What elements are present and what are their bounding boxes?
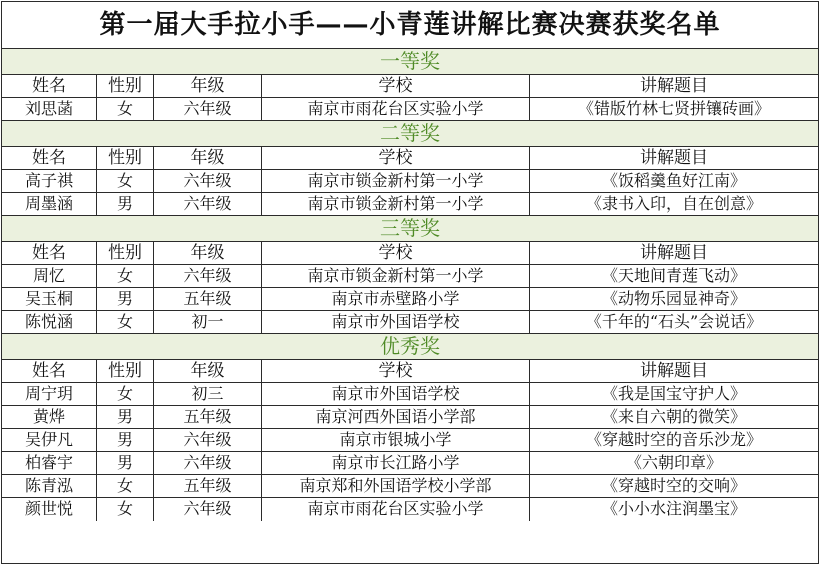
table-row xyxy=(2,288,818,311)
table-row xyxy=(2,170,818,193)
header-topic: 讲解题目 xyxy=(640,76,708,96)
cell-grade: 五年级 xyxy=(154,406,262,428)
cell-name: 柏睿宇 xyxy=(2,452,97,474)
cell-grade: 六年级 xyxy=(154,170,262,192)
prize-heading-excellence: 优秀奖 xyxy=(2,334,818,360)
cell-topic: 《动物乐园显神奇》 xyxy=(601,289,746,308)
cell-topic: 《千年的“石头”会说话》 xyxy=(585,312,763,331)
cell-topic: 《来自六朝的微笑》 xyxy=(601,407,746,426)
cell-topic: 《隶书入印，自在创意》 xyxy=(585,194,762,213)
table-row xyxy=(2,98,818,121)
table-row xyxy=(2,383,818,406)
cell-gender: 女 xyxy=(97,311,154,333)
header-topic: 讲解题目 xyxy=(640,243,708,263)
award-list-table xyxy=(1,1,819,564)
cell-topic: 《穿越时空的音乐沙龙》 xyxy=(585,430,762,449)
table-row xyxy=(2,193,818,216)
prize-heading-third: 三等奖 xyxy=(2,216,818,242)
table-row xyxy=(2,429,818,452)
cell-name: 刘思菡 xyxy=(2,98,97,120)
table-row xyxy=(2,311,818,334)
header-name: 姓名 xyxy=(2,147,97,169)
cell-school: 南京市锁金新村第一小学 xyxy=(262,170,530,192)
cell-topic: 《饭稻羹鱼好江南》 xyxy=(601,171,746,190)
column-header-row xyxy=(2,360,818,383)
header-grade: 年级 xyxy=(154,147,262,169)
header-grade: 年级 xyxy=(154,360,262,382)
cell-name: 陈青泓 xyxy=(2,475,97,497)
header-name: 姓名 xyxy=(2,75,97,97)
page-title: 第一届大手拉小手——小青莲讲解比赛决赛获奖名单 xyxy=(2,2,818,49)
cell-school: 南京市锁金新村第一小学 xyxy=(262,265,530,287)
prize-heading-second: 二等奖 xyxy=(2,121,818,147)
cell-gender: 女 xyxy=(97,498,154,521)
table-row xyxy=(2,475,818,498)
header-topic: 讲解题目 xyxy=(640,148,708,168)
cell-school: 南京市长江路小学 xyxy=(262,452,530,474)
header-name: 姓名 xyxy=(2,242,97,264)
cell-gender: 女 xyxy=(97,475,154,497)
cell-name: 黄烨 xyxy=(2,406,97,428)
cell-grade: 五年级 xyxy=(154,288,262,310)
cell-topic: 《天地间青莲飞动》 xyxy=(601,266,746,285)
cell-gender: 女 xyxy=(97,265,154,287)
cell-topic: 《错版竹林七贤拼镶砖画》 xyxy=(577,99,770,118)
cell-gender: 男 xyxy=(97,429,154,451)
cell-grade: 六年级 xyxy=(154,98,262,120)
header-school: 学校 xyxy=(262,360,530,382)
cell-name: 周宁玥 xyxy=(2,383,97,405)
cell-gender: 男 xyxy=(97,288,154,310)
cell-name: 吴伊凡 xyxy=(2,429,97,451)
header-gender: 性别 xyxy=(97,75,154,97)
cell-school: 南京市雨花台区实验小学 xyxy=(262,98,530,120)
header-name: 姓名 xyxy=(2,360,97,382)
cell-school: 南京市赤壁路小学 xyxy=(262,288,530,310)
cell-name: 陈悦涵 xyxy=(2,311,97,333)
cell-name: 吴玉桐 xyxy=(2,288,97,310)
cell-topic: 《小小水注润墨宝》 xyxy=(601,499,746,518)
cell-name: 周忆 xyxy=(2,265,97,287)
cell-school: 南京河西外国语小学部 xyxy=(262,406,530,428)
cell-grade: 六年级 xyxy=(154,452,262,474)
header-gender: 性别 xyxy=(97,147,154,169)
cell-gender: 女 xyxy=(97,98,154,120)
cell-gender: 男 xyxy=(97,452,154,474)
header-school: 学校 xyxy=(262,75,530,97)
header-gender: 性别 xyxy=(97,360,154,382)
cell-grade: 六年级 xyxy=(154,265,262,287)
cell-grade: 六年级 xyxy=(154,429,262,451)
cell-gender: 男 xyxy=(97,406,154,428)
header-grade: 年级 xyxy=(154,75,262,97)
column-header-row xyxy=(2,75,818,98)
header-grade: 年级 xyxy=(154,242,262,264)
header-school: 学校 xyxy=(262,147,530,169)
prize-heading-first: 一等奖 xyxy=(2,49,818,75)
cell-grade: 初三 xyxy=(154,383,262,405)
cell-name: 高子祺 xyxy=(2,170,97,192)
cell-school: 南京市外国语学校 xyxy=(262,311,530,333)
cell-topic: 《穿越时空的交响》 xyxy=(601,476,746,495)
cell-school: 南京市银城小学 xyxy=(262,429,530,451)
header-topic: 讲解题目 xyxy=(640,361,708,381)
cell-name: 颜世悦 xyxy=(2,498,97,521)
cell-gender: 女 xyxy=(97,383,154,405)
cell-grade: 初一 xyxy=(154,311,262,333)
cell-topic: 《我是国宝守护人》 xyxy=(601,384,746,403)
cell-name: 周墨涵 xyxy=(2,193,97,215)
table-row xyxy=(2,498,818,521)
cell-grade: 六年级 xyxy=(154,498,262,521)
cell-school: 南京市雨花台区实验小学 xyxy=(262,498,530,521)
table-row xyxy=(2,406,818,429)
header-school: 学校 xyxy=(262,242,530,264)
table-row xyxy=(2,452,818,475)
cell-school: 南京市锁金新村第一小学 xyxy=(262,193,530,215)
cell-gender: 女 xyxy=(97,170,154,192)
cell-grade: 六年级 xyxy=(154,193,262,215)
cell-school: 南京市外国语学校 xyxy=(262,383,530,405)
column-header-row xyxy=(2,147,818,170)
cell-grade: 五年级 xyxy=(154,475,262,497)
cell-topic: 《六朝印章》 xyxy=(625,453,722,472)
column-header-row xyxy=(2,242,818,265)
cell-gender: 男 xyxy=(97,193,154,215)
header-gender: 性别 xyxy=(97,242,154,264)
cell-school: 南京郑和外国语学校小学部 xyxy=(262,475,530,497)
table-row xyxy=(2,265,818,288)
